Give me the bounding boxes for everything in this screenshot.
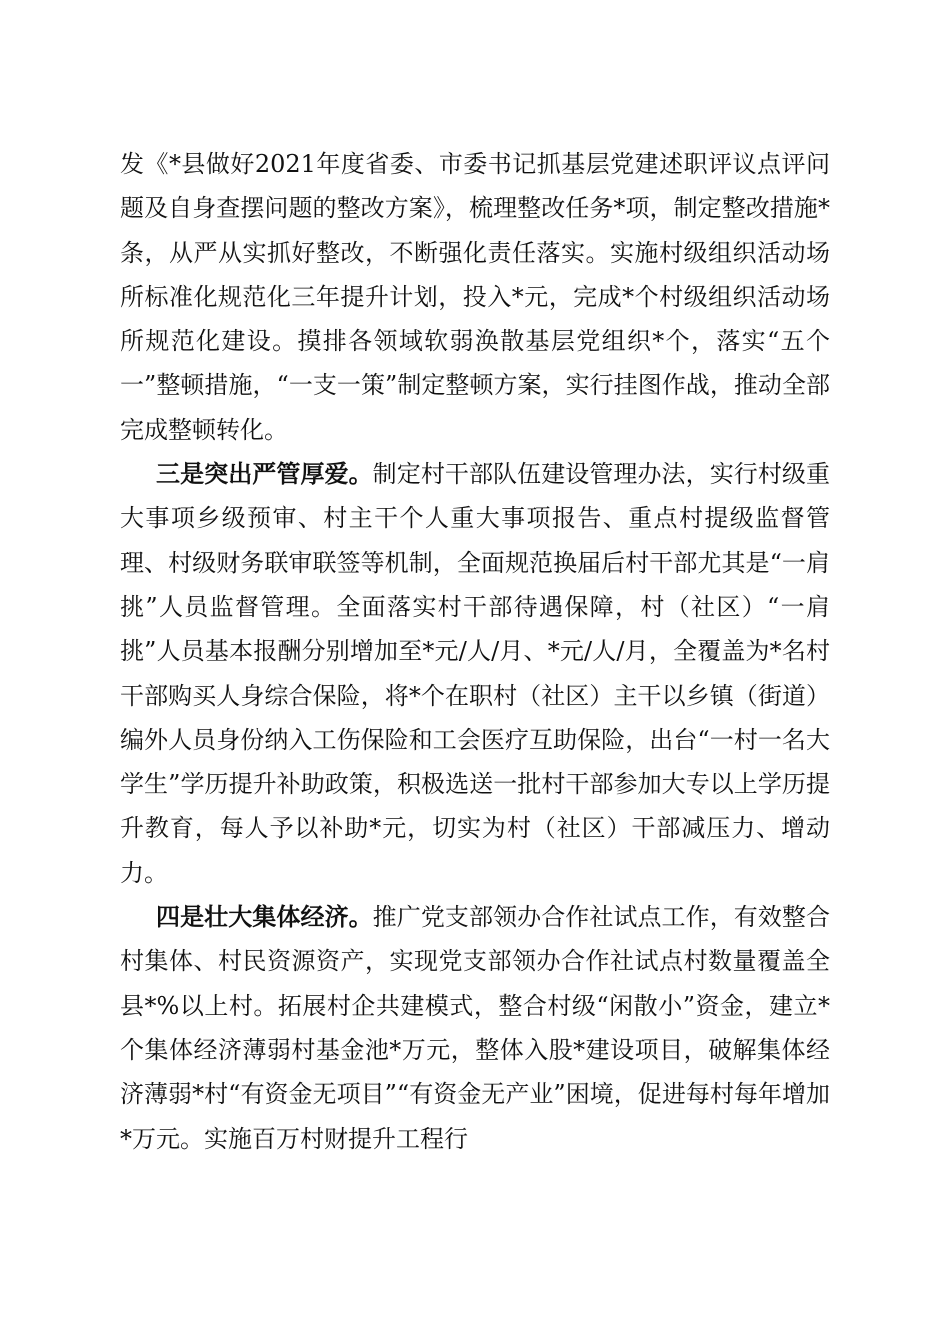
paragraph-text: 制定村干部队伍建设管理办法，实行村级重大事项乡级预审、村主干个人重大事项报告、重点村提级监督管理、村级财务联审联签等机制，全面规范换届后村干部尤其是“一肩挑”人员监督管理。全面落实村干部待遇保障，村（社区）“一肩挑”人员基本报酬分别增加至*元/人/月、*元/人/月，全覆盖为*名村干部购买人身综合保险，将*个在职村（社区）主干以乡镇（街道）编外人员身份纳入工伤保险和工会医疗互助保险，出台“一村一名大学生”学历提升补助政策，积极选送一批村干部参加大专以上学历提升教育，每人予以补助*元，切实为村（社区）干部减压力、增动力。	[120, 460, 831, 887]
paragraph-strict-management	[120, 452, 830, 895]
paragraph-heading: 三是突出严管厚爱。	[156, 459, 373, 489]
paragraph-text: 推广党支部领办合作社试点工作，有效整合村集体、村民资源资产，实现党支部领办合作社试点村数量覆盖全县*%以上村。拓展村企共建模式，整合村级“闲散小”资金，建立*个集体经济薄弱村基金池*万元，整体入股*建设项目，破解集体经济薄弱*村“有资金无项目”“有资金无产业”困境，促进每村每年增加*万元。实施百万村财提升工程行	[120, 903, 831, 1153]
paragraph-continuation	[120, 142, 830, 452]
paragraph-heading: 四是壮大集体经济。	[156, 902, 373, 932]
paragraph-collective-economy	[120, 895, 830, 1161]
document-body	[120, 142, 830, 1161]
paragraph-text: 发《*县做好2021年度省委、市委书记抓基层党建述职评议点评问题及自身查摆问题的整改方案》，梳理整改任务*项，制定整改措施*条，从严从实抓好整改，不断强化责任落实。实施村级组织活动场所标准化规范化三年提升计划，投入*元，完成*个村级组织活动场所规范化建设。摸排各领域软弱涣散基层党组织*个，落实“五个一”整顿措施，“一支一策”制定整顿方案，实行挂图作战，推动全部完成整顿转化。	[120, 150, 830, 444]
